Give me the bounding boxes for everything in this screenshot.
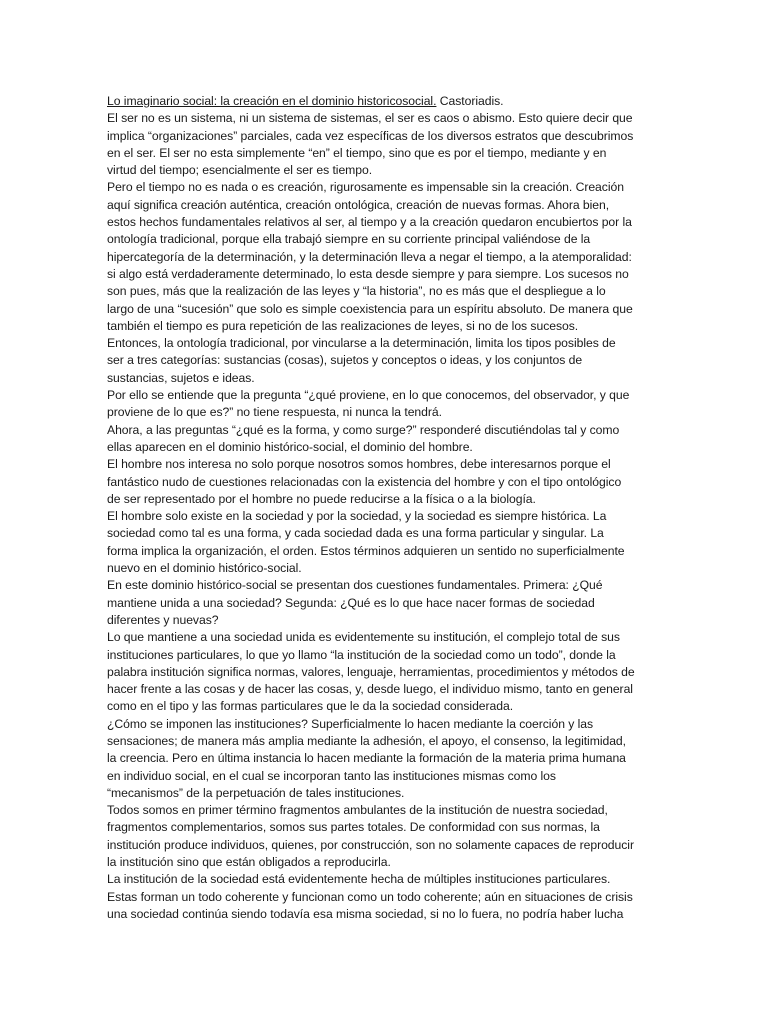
document-author: Castoriadis. bbox=[439, 94, 504, 108]
document-title: Lo imaginario social: la creación en el dominio historicosocial. bbox=[107, 94, 437, 108]
paragraph: El ser no es un sistema, ni un sistema de sistemas, el ser es caos o abismo. Esto quiere decir que implica “organizaciones” parciales, cada vez específicas de los diversos estratos que descubrimos en el ser. El ser no esta simplemente “en” el tiempo, sino que es por el tiempo, mediante y en virtud del tiempo; esencialmente el ser es tiempo. bbox=[107, 111, 634, 178]
paragraph: Por ello se entiende que la pregunta “¿qué proviene, en lo que conocemos, del observador, y que proviene de lo que es?” no tiene respuesta, ni nunca la tendrá. bbox=[107, 388, 630, 420]
paragraph: La institución de la sociedad está evidentemente hecha de múltiples instituciones particulares. Estas forman un todo coherente y funcionan como un todo coherente; aún en situaciones de crisis una sociedad continúa siendo todavía esa misma sociedad, si no lo fuera, no podría haber lucha bbox=[107, 872, 633, 921]
paragraph: Ahora, a las preguntas “¿qué es la forma, y como surge?” responderé discutiéndolas tal y como ellas aparecen en el dominio histórico-social, el dominio del hombre. bbox=[107, 422, 620, 454]
paragraph: Lo que mantiene a una sociedad unida es evidentemente su institución, el complejo total de sus instituciones particulares, lo que yo llamo “la institución de la sociedad como un todo”, donde la palabra institución significa normas, valores, lenguaje, herramientas, procedimientos y métodos de hacer frente a las cosas y de hacer las cosas, y, desde luego, el individuo mismo, tanto en general como en el tipo y las formas particulares que le da la sociedad considerada. bbox=[107, 630, 635, 714]
paragraph: El hombre solo existe en la sociedad y por la sociedad, y la sociedad es siempre histórica. La sociedad como tal es una forma, y cada sociedad dada es una forma particular y singular. La forma implica la organización, el orden. Estos términos adquieren un sentido no superficialmente nuevo en el dominio histórico-social. bbox=[107, 509, 625, 576]
document-heading bbox=[107, 93, 635, 110]
paragraph: Pero el tiempo no es nada o es creación, rigurosamente es impensable sin la creación. Creación aquí significa creación auténtica, creación ontológica, creación de nuevas formas. Ahora bien, estos hechos fundamentales relativos al ser, al tiempo y a la creación quedaron encubiertos por la ontología tradicional, porque ella trabajó siempre en su corriente principal valiéndose de la hipercategoría de la determinación, y la determinación lleva a negar el tiempo, a la atemporalidad: si algo está verdaderamente determinado, lo esta desde siempre y para siempre. Los sucesos no son pues, más que la realización de las leyes y “la historia”, no es más que el despliegue a lo largo de una “sucesión” que solo es simple coexistencia para un espíritu absoluto. De manera que también el tiempo es pura repetición de las realizaciones de leyes, si no de los sucesos. bbox=[107, 180, 633, 333]
paragraph: Todos somos en primer término fragmentos ambulantes de la institución de nuestra sociedad, fragmentos complementarios, somos sus partes totales. De conformidad con sus normas, la institución produce individuos, quienes, por construcción, son no solamente capaces de reproducir la institución sino que están obligados a reproducirla. bbox=[107, 803, 634, 870]
paragraph: En este dominio histórico-social se presentan dos cuestiones fundamentales. Primera: ¿Qué mantiene unida a una sociedad? Segunda: ¿Qué es lo que hace nacer formas de sociedad diferentes y nuevas? bbox=[107, 578, 603, 627]
document-page bbox=[107, 93, 635, 923]
paragraph: ¿Cómo se imponen las instituciones? Superficialmente lo hacen mediante la coerción y las sensaciones; de manera más amplia mediante la adhesión, el apoyo, el consenso, la legitimidad, la creencia. Pero en última instancia lo hacen mediante la formación de la materia prima humana en individuo social, en el cual se incorporan tanto las instituciones mismas como los “mecanismos” de la perpetuación de tales instituciones. bbox=[107, 716, 626, 800]
paragraph: Entonces, la ontología tradicional, por vincularse a la determinación, limita los tipos posibles de ser a tres categorías: sustancias (cosas), sujetos y conceptos o ideas, y los conjuntos de sustancias, sujetos e ideas. bbox=[107, 336, 616, 385]
paragraph: El hombre nos interesa no solo porque nosotros somos hombres, debe interesarnos porque el fantástico nudo de cuestiones relacionadas con la existencia del hombre y con el tipo ontológico de ser representado por el hombre no puede reducirse a la física o a la biología. bbox=[107, 457, 622, 506]
